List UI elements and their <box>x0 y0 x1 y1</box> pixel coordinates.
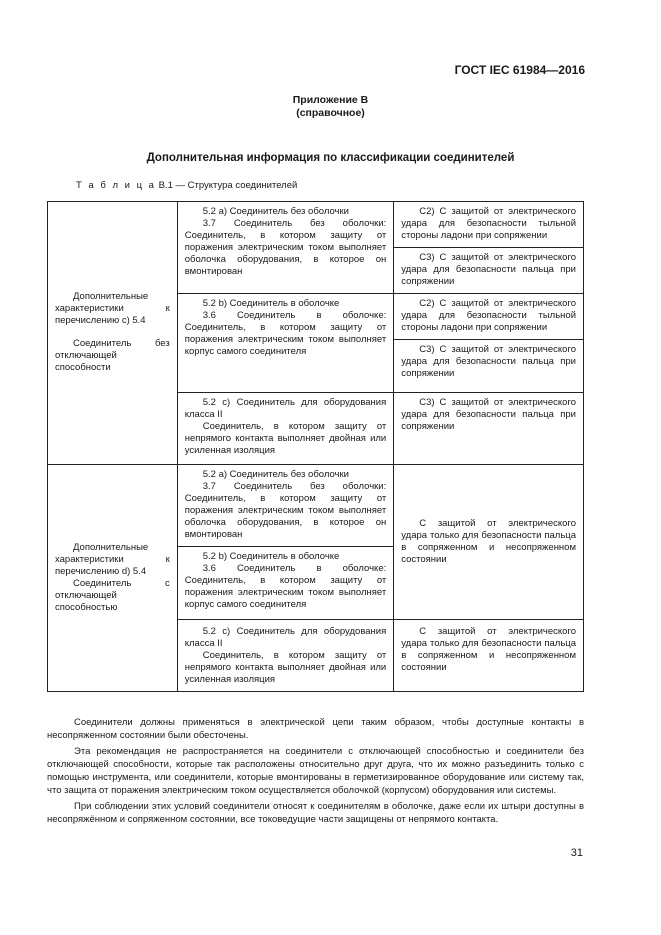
connector-structure-table <box>47 201 584 692</box>
paragraph: Соединители должны применяться в электрической цепи таким образом, чтобы доступные контакты в несопряженном состоянии были обесточены. <box>47 717 584 741</box>
type-cell <box>177 620 394 692</box>
protection-cell <box>394 620 584 692</box>
section-title: Дополнительная информация по классификации соединителей <box>146 152 515 164</box>
protection-text: С защитой от электрического удара только для безопасности пальца в сопряженном и несопряженном состоянии <box>401 626 576 673</box>
type-cell <box>177 294 394 393</box>
protection-text: С защитой от электрического удара только для безопасности пальца в сопряженном и несопряженном состоянии <box>401 517 576 565</box>
type-cell <box>177 202 394 294</box>
group2-left-cell <box>48 465 178 692</box>
paragraph: При соблюдении этих условий соединители относят к соединителям в оболочке, даже если их штыри доступны в несопряжённом и сопряженном состоянии, все токоведущие части защищены от непрямого контакта. <box>47 801 584 825</box>
type-heading: 5.2 а) Соединитель без оболочки <box>202 206 349 217</box>
group2-left-text: Соединитель с отключающей способностью <box>55 577 170 613</box>
type-definition: 3.7 Соединитель без оболочки: Соединитель, в котором защиту от поражения электрическим током выполняет оболочка оборудования, в которое он вмонтирован <box>184 481 387 540</box>
type-definition: 3.6 Соединитель в оболочке: Соединитель, в котором защиту от поражения электрическим током выполняет корпус самого соединителя <box>184 563 387 610</box>
table-caption <box>76 180 297 191</box>
protection-text: С2) С защитой от электрического удара для безопасности тыльной стороны ладони при сопряжении <box>401 298 576 333</box>
protection-text: С3) С защитой от электрического удара для безопасности пальца при сопряжении <box>401 252 576 287</box>
protection-text: С3) С защитой от электрического удара для безопасности пальца при сопряжении <box>401 344 576 379</box>
protection-cell <box>394 294 584 340</box>
protection-text: С2) С защитой от электрического удара для безопасности тыльной стороны ладони при сопряжении <box>401 206 576 241</box>
document-header: ГОСТ IEC 61984—2016 <box>454 63 585 77</box>
type-heading: 5.2 с) Соединитель для оборудования класса II <box>184 397 387 420</box>
type-cell <box>177 393 394 465</box>
type-definition: 3.7 Соединитель без оболочки: Соединитель, в котором защиту от поражения электрическим током выполняет оболочка оборудования, в которое он вмонтирован <box>184 218 387 277</box>
type-heading: 5.2 b) Соединитель в оболочке <box>202 551 340 562</box>
type-definition: Соединитель, в котором защиту от непрямого контакта выполняет двойная или усиленная изоляция <box>184 650 387 685</box>
body-text <box>47 716 584 829</box>
type-heading: 5.2 а) Соединитель без оболочки <box>202 469 349 480</box>
protection-text: С3) С защитой от электрического удара для безопасности пальца при сопряжении <box>401 397 576 432</box>
protection-cell <box>394 202 584 248</box>
type-cell <box>177 465 394 547</box>
table-caption-prefix: Т а б л и ц а <box>76 180 156 191</box>
appendix-title: Приложение В <box>292 94 369 106</box>
group2-left-text: Дополнительные характеристики к перечислению d) 5.4 <box>55 541 170 577</box>
paragraph: Эта рекомендация не распространяется на соединители с отключающей способностью и соединители без отключающей способности, которые так расположены относительно друг друга, что их можно разъединить только с помощью инструмента, или соединители, которые вмонтированы в герметизированное оборудование или систему так, что защита от поражения электрическим током осуществляется оболочкой (корпусом) оборудования или системы. <box>47 746 584 796</box>
appendix-heading <box>0 94 661 120</box>
type-cell <box>177 547 394 620</box>
group1-left-cell <box>48 202 178 465</box>
type-definition: 3.6 Соединитель в оболочке: Соединитель, в котором защиту от поражения электрическим током выполняет корпус самого соединителя <box>184 310 387 357</box>
protection-cell <box>394 340 584 393</box>
table-row <box>48 202 584 248</box>
protection-cell-merged <box>394 465 584 620</box>
protection-cell <box>394 248 584 294</box>
type-definition: Соединитель, в котором защиту от непрямого контакта выполняет двойная или усиленная изоляция <box>184 421 387 456</box>
table-caption-text: В.1 — Структура соединителей <box>155 180 298 191</box>
appendix-subtitle: (справочное) <box>296 107 365 119</box>
group1-left-text: Соединитель без отключающей способности <box>55 338 170 373</box>
protection-cell <box>394 393 584 465</box>
group1-left-text: Дополнительные характеристики к перечислению с) 5.4 <box>55 291 170 326</box>
table-row <box>48 465 584 547</box>
type-heading: 5.2 с) Соединитель для оборудования класса II <box>184 626 387 649</box>
page-number: 31 <box>570 847 583 859</box>
type-heading: 5.2 b) Соединитель в оболочке <box>202 298 340 309</box>
